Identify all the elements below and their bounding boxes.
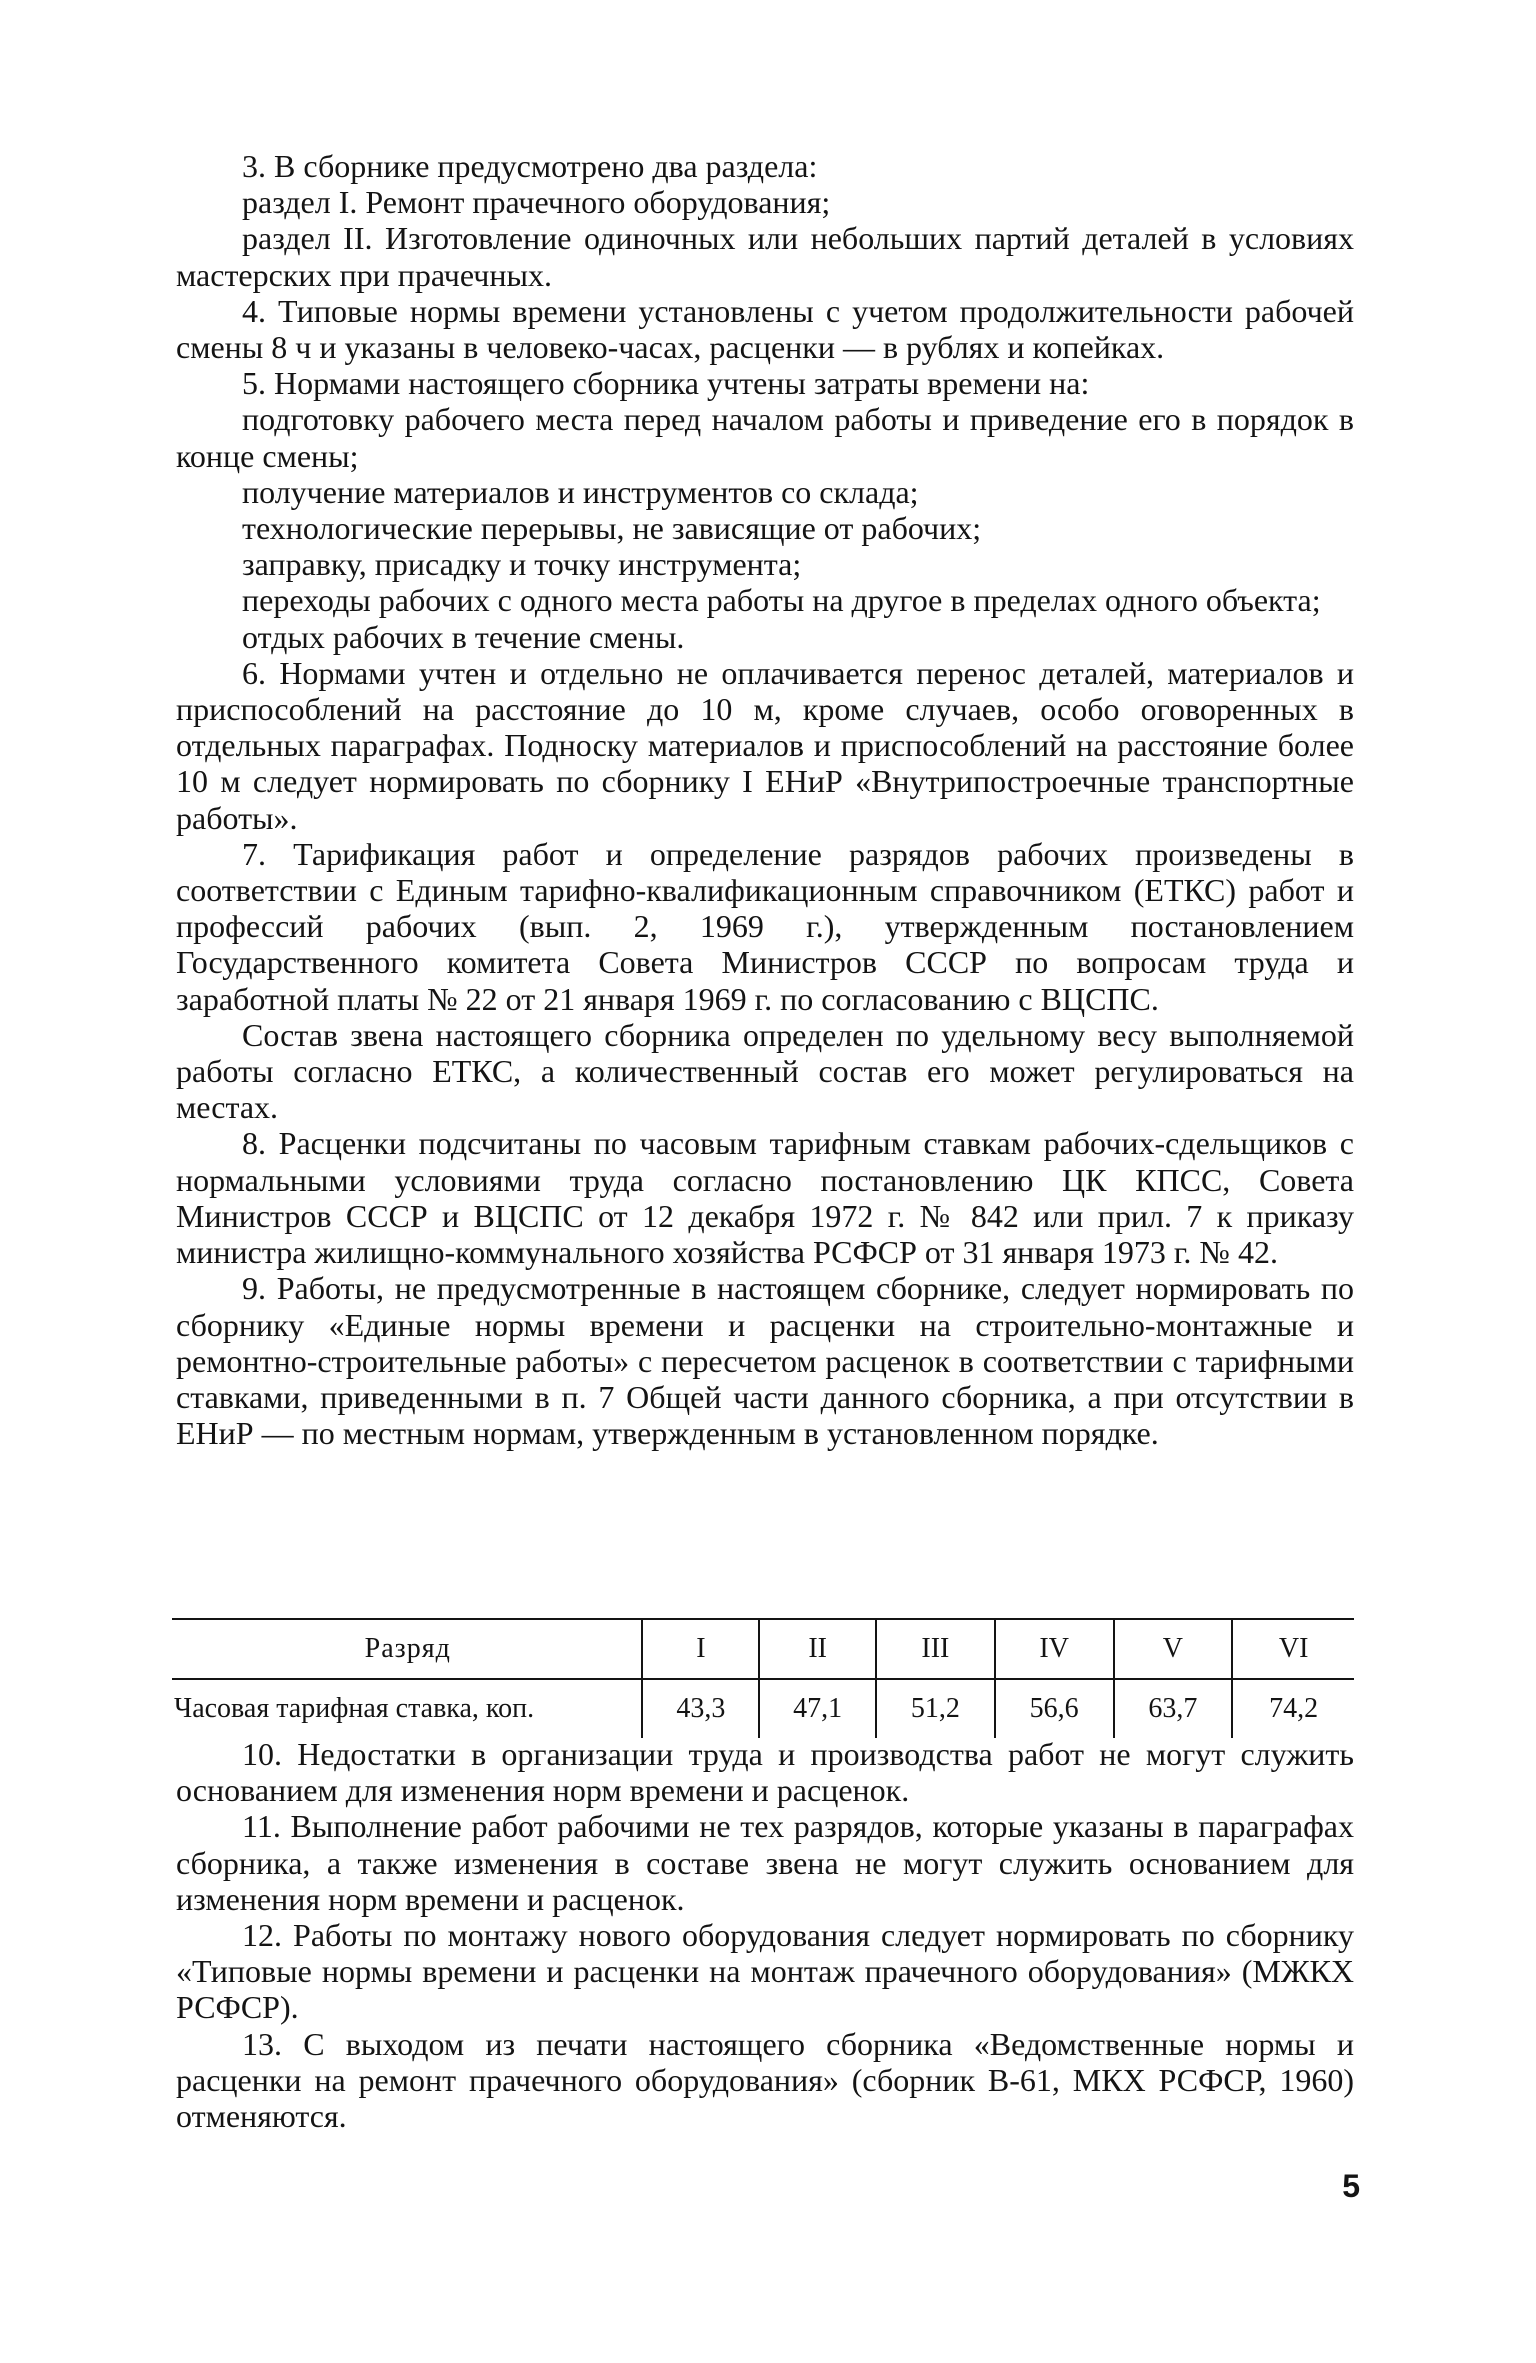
- tariff-rate-table: [172, 1618, 1354, 1738]
- paragraph: заправку, присадку и точку инструмента;: [242, 546, 802, 583]
- table-header-row: [172, 1619, 1354, 1679]
- grade-cell: IV: [995, 1619, 1114, 1679]
- table-header-label: Разряд: [172, 1619, 642, 1679]
- paragraph: раздел II. Изготовление одиночных или небольших партий деталей в условиях мастерских при прачечных.: [176, 220, 1354, 293]
- rate-cell: 43,3: [642, 1679, 759, 1738]
- paragraph: раздел I. Ремонт прачечного оборудования;: [242, 184, 831, 221]
- paragraph: технологические перерывы, не зависящие от рабочих;: [242, 510, 982, 547]
- table-row: [172, 1679, 1354, 1738]
- rate-cell: 63,7: [1114, 1679, 1233, 1738]
- paragraph: Состав звена настоящего сборника определен по удельному весу выполняемой работы согласно ЕТКС, а количественный состав его может регулироваться на местах.: [176, 1016, 1354, 1126]
- paragraph: 4. Типовые нормы времени установлены с учетом продолжительности рабочей смены 8 ч и указаны в человеко-часах, расценки — в рублях и копейках.: [176, 292, 1354, 366]
- paragraph: получение материалов и инструментов со склада;: [242, 473, 919, 510]
- rate-cell: 47,1: [759, 1679, 876, 1738]
- rate-cell: 56,6: [995, 1679, 1114, 1738]
- table-row-label: Часовая тарифная ставка, коп.: [174, 1693, 535, 1724]
- body-text-bottom: [176, 1736, 1354, 2134]
- grade-cell: V: [1114, 1619, 1233, 1679]
- paragraph: 9. Работы, не предусмотренные в настоящем сборнике, следует нормировать по сборнику «Единые нормы времени и расценки на строительно-монтажные и ремонтно-строительные работы» с пересчетом расценок в соответствии с тарифными ставками, приведенными в п. 7 Общей части данного сборника, а при отсутствии в ЕНиР — по местным нормам, утвержденным в установленном порядке.: [176, 1270, 1354, 1452]
- grade-cell: II: [759, 1619, 876, 1679]
- paragraph: 3. В сборнике предусмотрено два раздела:: [242, 148, 818, 184]
- paragraph: переходы рабочих с одного места работы на другое в пределах одного объекта;: [242, 582, 1321, 619]
- paragraph: 13. С выходом из печати настоящего сборника «Ведомственные нормы и расценки на ремонт прачечного оборудования» (сборник В-61, МКХ РСФСР, 1960) отменяются.: [176, 2025, 1354, 2135]
- paragraph: 11. Выполнение работ рабочими не тех разрядов, которые указаны в параграфах сборника, а также изменения в составе звена не могут служить основанием для изменения норм времени и расценок.: [176, 1808, 1354, 1917]
- rate-cell: 51,2: [876, 1679, 995, 1738]
- paragraph: подготовку рабочего места перед началом работы и приведение его в порядок в конце смены;: [176, 401, 1354, 474]
- body-text-top: [176, 148, 1354, 1451]
- grade-cell: VI: [1232, 1619, 1354, 1679]
- paragraph: 10. Недостатки в организации труда и производства работ не могут служить основанием для изменения норм времени и расценок.: [176, 1736, 1354, 1809]
- paragraph: 6. Нормами учтен и отдельно не оплачивается перенос деталей, материалов и приспособлений на расстояние до 10 м, кроме случаев, особо оговоренных в отдельных параграфах. Подноску материалов и приспособлений на расстояние более 10 м следует нормировать по сборнику I ЕНиР «Внутрипостроечные транспортные работы».: [176, 654, 1354, 836]
- rate-cell: 74,2: [1232, 1679, 1354, 1738]
- paragraph: 7. Тарификация работ и определение разрядов рабочих произведены в соответствии с Единым тарифно-квалификационным справочником (ЕТКС) работ и профессий рабочих (вып. 2, 1969 г.), утвержденным постановлением Государственного комитета Совета Министров СССР по вопросам труда и заработной платы № 22 от 21 января 1969 г. по согласованию с ВЦСПС.: [176, 835, 1354, 1017]
- grade-cell: III: [876, 1619, 995, 1679]
- page-number: 5: [1342, 2168, 1360, 2204]
- paragraph: 5. Нормами настоящего сборника учтены затраты времени на:: [242, 365, 1090, 402]
- paragraph: 8. Расценки подсчитаны по часовым тарифным ставкам рабочих-сдельщиков с нормальными условиями труда согласно постановлению ЦК КПСС, Совета Министров СССР и ВЦСПС от 12 декабря 1972 г. № 842 или прил. 7 к приказу министра жилищно-коммунального хозяйства РСФСР от 31 января 1973 г. № 42.: [176, 1125, 1354, 1271]
- grade-cell: I: [642, 1619, 759, 1679]
- paragraph: отдых рабочих в течение смены.: [242, 618, 685, 655]
- paragraph: 12. Работы по монтажу нового оборудования следует нормировать по сборнику «Типовые нормы времени и расценки на монтаж прачечного оборудования» (МЖКХ РСФСР).: [176, 1917, 1354, 2026]
